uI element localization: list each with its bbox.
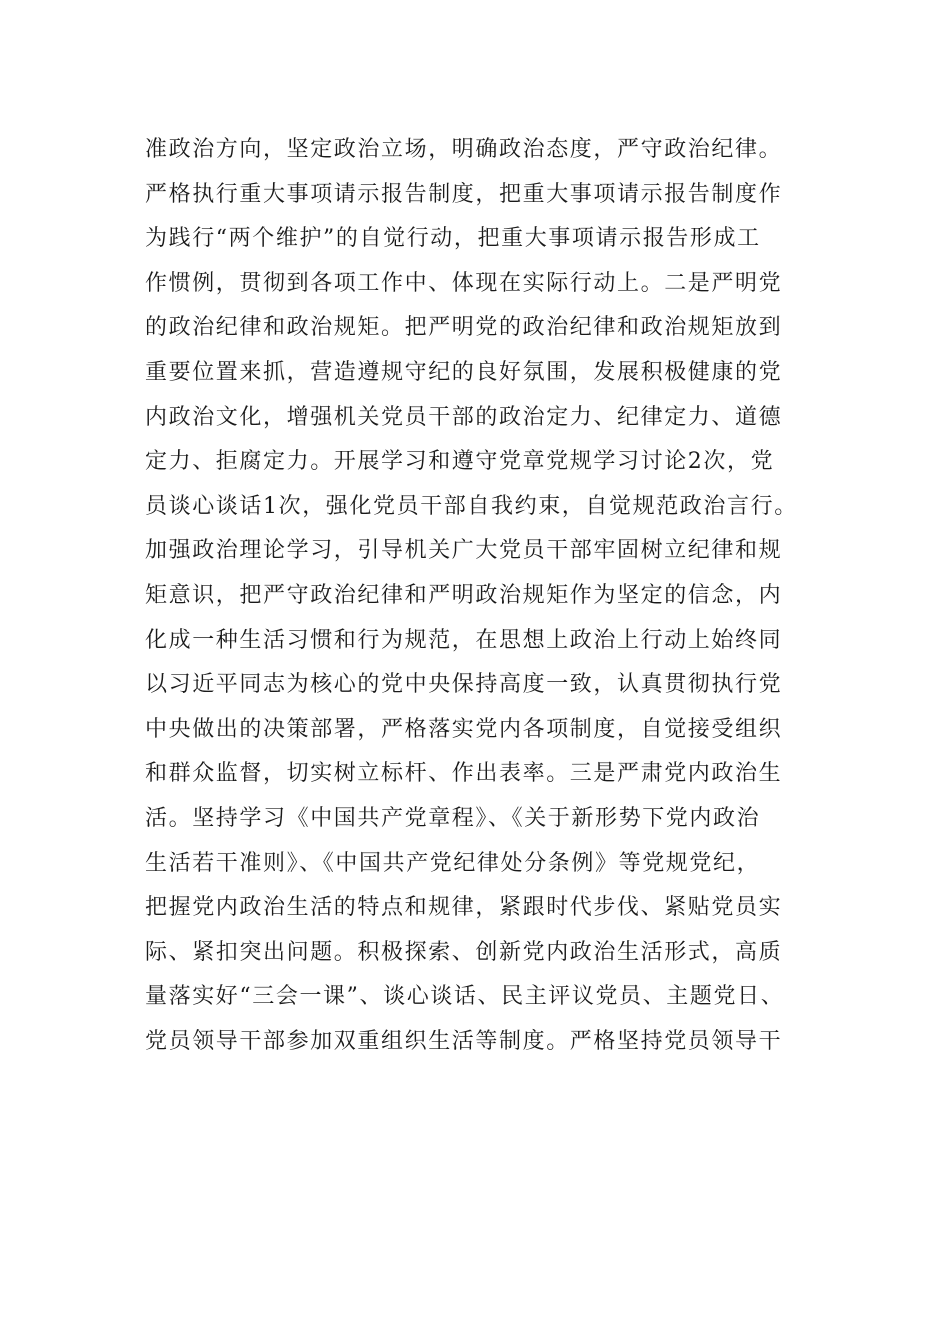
text-line: 重要位置来抓，营造遵规守纪的良好氛围，发展积极健康的党 bbox=[145, 359, 783, 385]
text-line: 定力、拒腐定力。开展学习和遵守党章党规学习讨论2次，党 bbox=[145, 449, 775, 475]
text-line: 以习近平同志为核心的党中央保持高度一致，认真贯彻执行党 bbox=[145, 672, 783, 698]
text-line: 为践行“两个维护”的自觉行动，把重大事项请示报告形成工 bbox=[145, 226, 761, 252]
text-line: 化成一种生活习惯和行为规范，在思想上政治上行动上始终同 bbox=[145, 627, 783, 653]
text-line: 际、紧扣突出问题。积极探索、创新党内政治生活形式，高质 bbox=[145, 939, 783, 965]
text-line: 党员领导干部参加双重组织生活等制度。严格坚持党员领导干 bbox=[145, 1028, 783, 1054]
text-line: 矩意识，把严守政治纪律和严明政治规矩作为坚定的信念，内 bbox=[145, 582, 783, 608]
text-line: 员谈心谈话1次，强化党员干部自我约束，自觉规范政治言行。 bbox=[145, 493, 798, 519]
text-line: 内政治文化，增强机关党员干部的政治定力、纪律定力、道德 bbox=[145, 404, 783, 430]
text-line: 活。坚持学习《中国共产党章程》、《关于新形势下党内政治 bbox=[145, 805, 761, 831]
text-line: 量落实好“三会一课”、谈心谈话、民主评议党员、主题党日、 bbox=[145, 984, 785, 1010]
text-line: 加强政治理论学习，引导机关广大党员干部牢固树立纪律和规 bbox=[145, 538, 783, 564]
text-line: 把握党内政治生活的特点和规律，紧跟时代步伐、紧贴党员实 bbox=[145, 895, 783, 921]
text-line: 作惯例，贯彻到各项工作中、体现在实际行动上。二是严明党 bbox=[145, 270, 783, 296]
text-line: 的政治纪律和政治规矩。把严明党的政治纪律和政治规矩放到 bbox=[145, 315, 783, 341]
text-line: 和群众监督，切实树立标杆、作出表率。三是严肃党内政治生 bbox=[145, 761, 783, 787]
text-line: 严格执行重大事项请示报告制度，把重大事项请示报告制度作 bbox=[145, 181, 783, 207]
text-line: 准政治方向，坚定政治立场，明确政治态度，严守政治纪律。 bbox=[145, 137, 783, 162]
body-text bbox=[145, 128, 825, 1064]
text-line: 生活若干准则》、《中国共产党纪律处分条例》等党规党纪， bbox=[145, 850, 761, 876]
text-line: 中央做出的决策部署，严格落实党内各项制度，自觉接受组织 bbox=[145, 716, 783, 742]
